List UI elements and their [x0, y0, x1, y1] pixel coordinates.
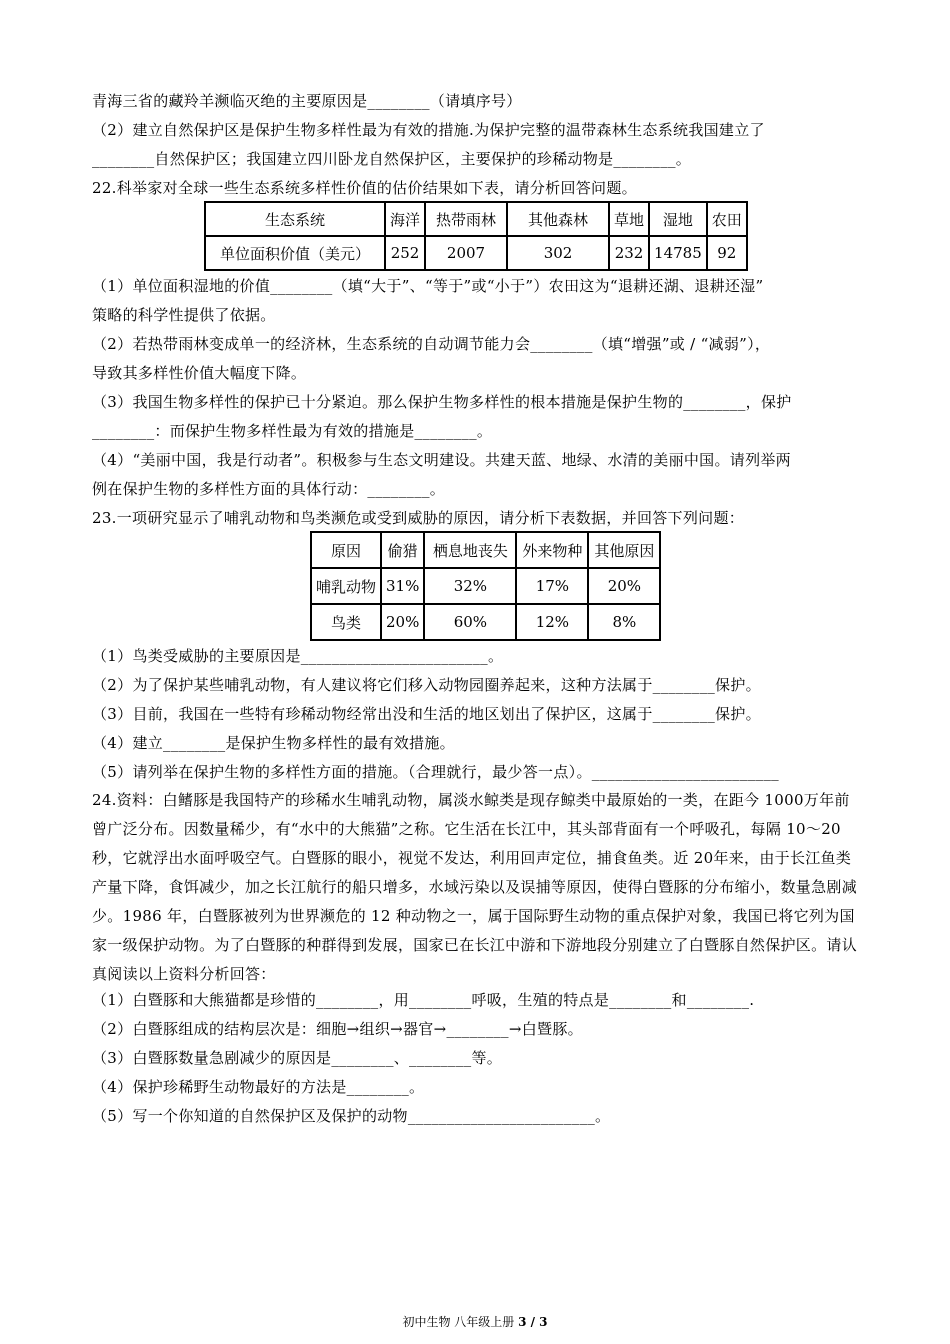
text-line: 策略的科学性提供了依据。 [92, 306, 276, 324]
table-cell: 栖息地丧失 [424, 532, 516, 568]
text-line: （2）若热带雨林变成单一的经济林，生态系统的自动调节能力会________（填“增强”或 / “减弱”）， [92, 335, 771, 353]
table-header-row [311, 532, 660, 568]
table-cell: 湿地 [649, 202, 707, 236]
table-cell: 热带雨林 [425, 202, 507, 236]
text-line: （4）“美丽中国，我是行动者”。积极参与生态文明建设。共建天蓝、地绿、水清的美丽中国。请列举两 [92, 451, 791, 469]
table-cell: 17% [516, 568, 588, 604]
table-cell: 海洋 [385, 202, 425, 236]
text-line: 导致其多样性价值大幅度下降。 [92, 364, 307, 382]
ecosystem-value-table [204, 201, 748, 271]
table-cell: 14785 [649, 236, 707, 270]
table-cell: 20% [588, 568, 660, 604]
table-cell: 252 [385, 236, 425, 270]
table-cell: 60% [424, 604, 516, 640]
text-line: （1）鸟类受威胁的主要原因是________________________。 [92, 647, 504, 665]
text-line: （2）白暨豚组成的结构层次是：细胞→组织→器官→________→白暨豚。 [92, 1020, 583, 1038]
table-row [205, 236, 747, 270]
table-cell: 92 [707, 236, 747, 270]
table-cell: 其他森林 [507, 202, 609, 236]
table-cell: 8% [588, 604, 660, 640]
text-line: ________自然保护区；我国建立四川卧龙自然保护区，主要保护的珍稀动物是________。 [92, 150, 692, 168]
question-22-heading: 22.科举家对全球一些生态系统多样性价值的估价结果如下表，请分析回答问题。 [92, 179, 637, 197]
text-line: （2）建立自然保护区是保护生物多样性最为有效的措施.为保护完整的温带森林生态系统我国建立了 [92, 121, 765, 139]
text-line: ________：而保护生物多样性最为有效的措施是________。 [92, 422, 493, 440]
table-cell: 232 [609, 236, 649, 270]
table-cell: 外来物种 [516, 532, 588, 568]
table-cell: 2007 [425, 236, 507, 270]
text-line: （4）建立________是保护生物多样性的最有效措施。 [92, 734, 455, 752]
page-footer [0, 1313, 950, 1330]
threat-cause-table [310, 531, 661, 641]
table-header-row [205, 202, 747, 236]
text-line: （3）我国生物多样性的保护已十分紧迫。那么保护生物多样性的根本措施是保护生物的________，保护 [92, 393, 792, 411]
table-cell: 20% [381, 604, 424, 640]
table-row [311, 568, 660, 604]
table-cell: 12% [516, 604, 588, 640]
text-line: 例在保护生物的多样性方面的具体行动：________。 [92, 480, 446, 498]
page-number: 3 / 3 [518, 1315, 548, 1329]
table-cell: 生态系统 [205, 202, 385, 236]
document-page [92, 92, 862, 1136]
text-line: （1）单位面积湿地的价值________（填“大于”、“等于”或“小于”）农田这为“退耕还湖、退耕还湿” [92, 277, 764, 295]
text-line: （5）写一个你知道的自然保护区及保护的动物________________________。 [92, 1107, 611, 1125]
text-line: （3）白暨豚数量急剧减少的原因是________、________等。 [92, 1049, 503, 1067]
text-line: （3）目前，我国在一些特有珍稀动物经常出没和生活的地区划出了保护区，这属于________保护。 [92, 705, 761, 723]
table-cell: 鸟类 [311, 604, 381, 640]
table-cell: 偷猎 [381, 532, 424, 568]
table-row [311, 604, 660, 640]
table-cell: 32% [424, 568, 516, 604]
question-24-passage: 24.资料：白鳍豚是我国特产的珍稀水生哺乳动物，属淡水鲸类是现存鲸类中最原始的一类，在距今 1000万年前曾广泛分布。因数量稀少，有“水中的大熊猫”之称。它生活在长江中，其头部背面有一个呼吸孔，每隔 10～20 秒，它就浮出水面呼吸空气。白暨豚的眼小，视觉不发达，利用回声定位，捕食鱼类。近 20年来，由于长江鱼类产量下降，食饵减少，加之长江航行的船只增多，水域污染以及误捕等原因，使得白暨豚的分布缩小，数量急剧减少。1986 年，白暨豚被列为世界濒危的 12 种动物之一，属于国际野生动物的重点保护对象，我国已将它列为国家一级保护动物。为了白暨豚的种群得到发展，国家已在长江中游和下游地段分别建立了白暨豚自然保护区。请认真阅读以上资料分析回答： [92, 791, 858, 983]
question-23-heading: 23.一项研究显示了哺乳动物和鸟类濒危或受到威胁的原因，请分析下表数据，并回答下列问题： [92, 509, 745, 527]
table-cell: 哺乳动物 [311, 568, 381, 604]
table-cell: 31% [381, 568, 424, 604]
table-cell: 单位面积价值（美元） [205, 236, 385, 270]
table-cell: 其他原因 [588, 532, 660, 568]
table-cell: 农田 [707, 202, 747, 236]
text-line: （1）白暨豚和大熊猫都是珍惜的________，用________呼吸，生殖的特点是________和________. [92, 991, 755, 1009]
table-cell: 草地 [609, 202, 649, 236]
text-line: （2）为了保护某些哺乳动物，有人建议将它们移入动物园圈养起来，这种方法属于________保护。 [92, 676, 761, 694]
text-line: （5）请列举在保护生物的多样性方面的措施。（合理就行，最少答一点）。________________________ [92, 763, 779, 781]
footer-label: 初中生物 八年级上册 [402, 1315, 519, 1329]
table-cell: 原因 [311, 532, 381, 568]
table-cell: 302 [507, 236, 609, 270]
text-line: 青海三省的藏羚羊濒临灭绝的主要原因是________（请填序号） [92, 92, 522, 110]
text-line: （4）保护珍稀野生动物最好的方法是________。 [92, 1078, 425, 1096]
